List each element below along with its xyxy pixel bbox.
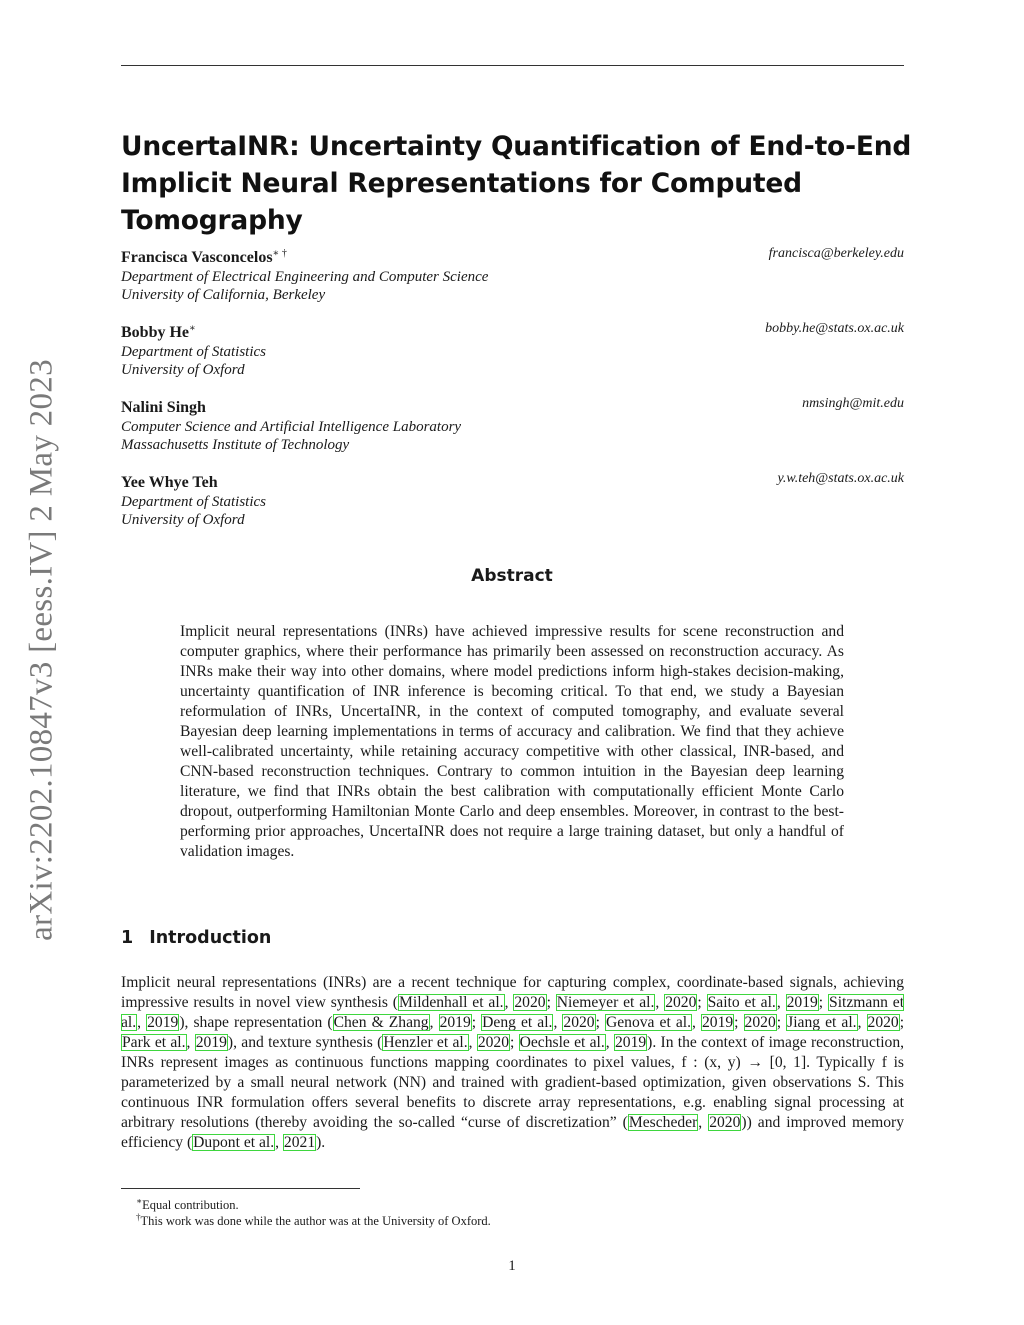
author-marks: ∗ † (272, 248, 287, 259)
section-number: 1 (121, 928, 134, 948)
author-email[interactable]: y.w.teh@stats.ox.ac.uk (777, 471, 904, 486)
intro-text: , (137, 1014, 147, 1031)
paper-title (121, 128, 921, 239)
footnote-text: This work was done while the author was at the University of Oxford. (140, 1214, 491, 1229)
author-name: Yee Whye Teh (121, 474, 218, 491)
section-heading (121, 928, 271, 948)
author-name: Francisca Vasconcelos (121, 249, 273, 266)
author-block (121, 245, 904, 305)
citation-link[interactable]: 2019 (439, 1014, 471, 1031)
citation-link[interactable]: 2019 (147, 1014, 179, 1031)
intro-text: , (776, 994, 786, 1011)
citation-link[interactable]: 2019 (701, 1014, 734, 1031)
author-name: Bobby He (121, 324, 190, 341)
intro-text: , (692, 1014, 701, 1031)
affiliation: University of Oxford (121, 362, 245, 379)
citation-link[interactable]: 2021 (283, 1134, 316, 1151)
author-block (121, 470, 904, 530)
intro-text: , (504, 994, 514, 1011)
intro-text: ; (595, 1014, 605, 1031)
intro-text: ), shape representation ( (179, 1014, 333, 1031)
author-email[interactable]: bobby.he@stats.ox.ac.uk (765, 321, 904, 336)
intro-text: ; (818, 994, 829, 1011)
citation-link[interactable]: 2020 (744, 1014, 776, 1031)
intro-text: ; (697, 994, 707, 1011)
author-name: Nalini Singh (121, 399, 206, 416)
footnote (121, 1209, 491, 1229)
citation-link[interactable]: 2019 (614, 1034, 647, 1051)
citation-link[interactable]: Mescheder (628, 1114, 698, 1131)
intro-text: , (655, 994, 665, 1011)
citation-link[interactable]: Chen & Zhang (333, 1014, 429, 1031)
affiliation: University of California, Berkeley (121, 287, 326, 304)
page-number: 1 (508, 1258, 516, 1274)
arxiv-stamp: arXiv:2202.10847v3 [eess.IV] 2 May 2023 (23, 359, 60, 941)
intro-text: , (605, 1034, 614, 1051)
section-title: Introduction (149, 928, 272, 948)
intro-text: , (429, 1014, 439, 1031)
citation-link[interactable]: Dupont et al. (193, 1134, 275, 1151)
citation-link[interactable]: 2020 (563, 1014, 595, 1031)
title-line: Implicit Neural Representations for Computed Tomography (121, 168, 802, 236)
author-block (121, 320, 904, 380)
citation-link[interactable]: 2020 (514, 994, 546, 1011)
intro-text: ). In the context of image reconstruction, INRs represent images as continuous functions mapping coordinates to pixel values, f : (x, y) → [0, 1]. Typically f is parameterized by a small neural network (NN) and trained with gradient-based optimization, given observations S. This continuous INR formulation offers several benefits to discrete array representations, e.g. enabling signal processing at arbitrary resolutions (thereby avoiding the so-called “curse of discretization” ( (121, 1034, 905, 1131)
intro-text: , (698, 1114, 709, 1131)
citation-link[interactable]: 2019 (786, 994, 818, 1011)
intro-text: , (857, 1014, 867, 1031)
citation-link[interactable]: 2020 (477, 1034, 509, 1051)
intro-text: ; (546, 994, 556, 1011)
intro-text: , (468, 1034, 477, 1051)
citation-link[interactable]: Genova et al. (605, 1014, 691, 1031)
intro-text: ; (471, 1014, 482, 1031)
citation-link[interactable]: Sitzmann et al. (121, 994, 905, 1031)
intro-text: ), and texture synthesis ( (227, 1034, 383, 1051)
intro-text: , (186, 1034, 195, 1051)
intro-text: , (553, 1014, 563, 1031)
citation-link[interactable]: 2020 (709, 1114, 741, 1131)
top-rule (121, 65, 904, 66)
intro-text: ; (510, 1034, 519, 1051)
citation-link[interactable]: 2020 (867, 1014, 899, 1031)
citation-link[interactable]: Saito et al. (707, 994, 776, 1011)
title-line: UncertaINR: Uncertainty Quantification of End-to-End (121, 131, 912, 162)
intro-paragraph (121, 973, 904, 1153)
intro-text: ; (776, 1014, 787, 1031)
citation-link[interactable]: Jiang et al. (787, 1014, 857, 1031)
author-email[interactable]: francisca@berkeley.edu (768, 246, 904, 261)
intro-text: ). (316, 1134, 326, 1151)
affiliation: Massachusetts Institute of Technology (121, 437, 350, 454)
author-marks: ∗ (189, 323, 196, 334)
intro-text: )) and improved memory efficiency ( (121, 1114, 905, 1151)
citation-link[interactable]: 2019 (195, 1034, 227, 1051)
citation-link[interactable]: 2020 (665, 994, 697, 1011)
author-email[interactable]: nmsingh@mit.edu (802, 396, 904, 411)
affiliation: Department of Statistics (121, 493, 266, 510)
abstract-heading: Abstract (471, 566, 553, 586)
author-block (121, 395, 904, 455)
affiliation: Computer Science and Artificial Intelligence Laboratory (121, 418, 462, 435)
citation-link[interactable]: Park et al. (122, 1034, 186, 1051)
intro-text: ; (734, 1014, 744, 1031)
affiliation: Department of Electrical Engineering and Computer Science (121, 268, 489, 285)
citation-link[interactable]: Niemeyer et al. (556, 994, 655, 1011)
citation-link[interactable]: Oechsle et al. (519, 1034, 605, 1051)
footnote-mark: ∗ (136, 1196, 143, 1206)
affiliation: University of Oxford (121, 512, 245, 529)
intro-text: Implicit neural representations (INRs) are a recent technique for capturing complex, coordinate-based signals, achieving impressive results in novel view synthesis ( (121, 974, 904, 1011)
abstract-text: Implicit neural representations (INRs) have achieved impressive results for scene reconstruction and computer graphics, where their performance has primarily been assessed on reconstruction accuracy. As INRs make their way into other domains, where model predictions inform high-stakes decision-making, uncertainty quantification of INR inference is becoming critical. To that end, we study a Bayesian reformulation of INRs, UncertaINR, in the context of computed tomography, and evaluate several Bayesian deep learning implementations in terms of accuracy and calibration. We find that they achieve well-calibrated uncertainty, while retaining accuracy competitive with other classical, INR-based, and CNN-based reconstruction techniques. Contrary to common intuition in the Bayesian deep learning literature, we find that INRs obtain the best calibration with computationally efficient Monte Carlo dropout, outperforming Hamiltonian Monte Carlo and deep ensembles. Moreover, in contrast to the best-performing prior approaches, UncertaINR does not require a large training dataset, but only a handful of validation images. (180, 623, 844, 860)
intro-text: , (275, 1134, 283, 1151)
affiliation: Department of Statistics (121, 343, 266, 360)
citation-link[interactable]: Henzler et al. (383, 1034, 468, 1051)
footnote-mark: † (136, 1212, 141, 1222)
footnote-rule (121, 1188, 360, 1189)
citation-link[interactable]: Deng et al. (482, 1014, 553, 1031)
intro-text: ; (899, 1014, 905, 1031)
citation-link[interactable]: Mildenhall et al. (399, 994, 504, 1011)
footnote-text: Equal contribution. (142, 1198, 239, 1213)
